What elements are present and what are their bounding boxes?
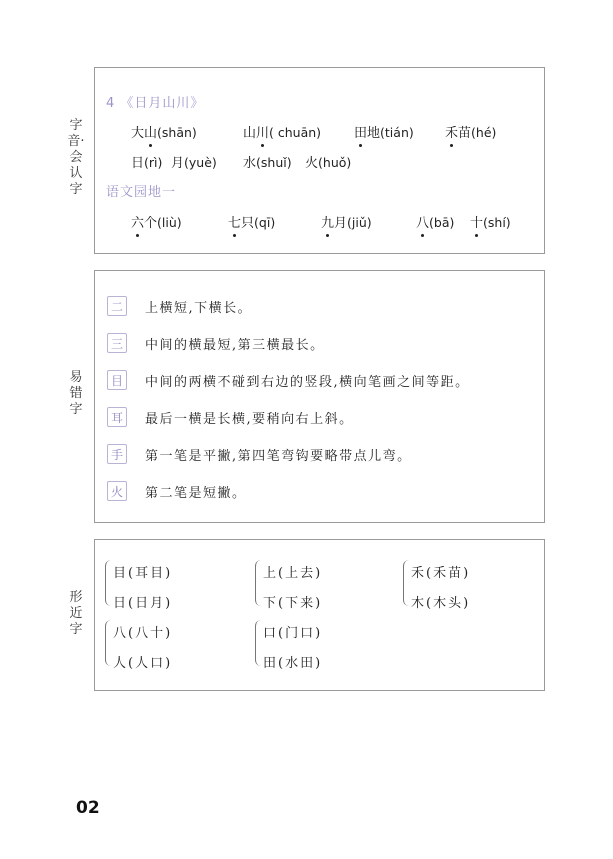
brace-icon bbox=[105, 560, 111, 606]
hanzi: 苗 bbox=[458, 126, 472, 141]
side-label-similar: 形近字 bbox=[69, 590, 83, 637]
error-prone-note: 最后一横是长横,要稍向右上斜。 bbox=[145, 411, 354, 427]
hanzi: 八 bbox=[416, 216, 430, 231]
pinyin-word bbox=[354, 122, 414, 141]
pinyin-word bbox=[470, 212, 511, 231]
similar-char-pair bbox=[255, 558, 385, 610]
pinyin-word bbox=[416, 212, 454, 231]
similar-char-bottom: 日(日月) bbox=[113, 596, 173, 611]
pinyin: (hé) bbox=[471, 125, 497, 140]
hanzi: 六 bbox=[131, 216, 145, 231]
side-label-pronunciation: 字音·会认字 bbox=[67, 118, 85, 197]
similar-char-top: 目(耳目) bbox=[113, 566, 173, 581]
pronunciation-box bbox=[94, 67, 545, 254]
similar-char-top: 禾(禾苗) bbox=[411, 566, 471, 581]
char-box: 二 bbox=[107, 296, 127, 316]
pinyin: (shí) bbox=[483, 215, 511, 230]
pinyin: (yuè) bbox=[184, 155, 217, 170]
similar-chars-box bbox=[94, 539, 545, 691]
hanzi: 只 bbox=[241, 216, 255, 231]
char-box: 手 bbox=[107, 444, 127, 464]
similar-char-top: 八(八十) bbox=[113, 626, 173, 641]
error-prone-item bbox=[107, 443, 412, 465]
error-prone-note: 第二笔是短撇。 bbox=[145, 485, 247, 501]
char-box: 目 bbox=[107, 370, 127, 390]
pinyin-word bbox=[131, 152, 162, 171]
pinyin-word bbox=[243, 152, 292, 171]
similar-char-top: 口(门口) bbox=[263, 626, 323, 641]
similar-char-pair bbox=[105, 558, 235, 610]
pinyin-word bbox=[445, 122, 496, 141]
lesson-heading: 4 《日月山川》 bbox=[106, 96, 205, 111]
hanzi: 川 bbox=[256, 126, 270, 141]
pinyin-word bbox=[305, 152, 351, 171]
error-prone-note: 第一笔是平撇,第四笔弯钩要略带点儿弯。 bbox=[145, 448, 412, 464]
error-prone-note: 中间的两横不碰到右边的竖段,横向笔画之间等距。 bbox=[145, 374, 470, 390]
brace-icon bbox=[255, 620, 261, 666]
hanzi: 大 bbox=[131, 126, 145, 141]
error-prone-item bbox=[107, 480, 247, 502]
hanzi: 山 bbox=[243, 126, 257, 141]
char-box: 火 bbox=[107, 481, 127, 501]
hanzi: 禾 bbox=[445, 126, 459, 141]
page-number: 02 bbox=[76, 798, 100, 818]
char-box: 耳 bbox=[107, 407, 127, 427]
pinyin: (tián) bbox=[380, 125, 414, 140]
pinyin: (bā) bbox=[429, 215, 455, 230]
hanzi: 田 bbox=[354, 126, 368, 141]
error-prone-item bbox=[107, 406, 354, 428]
hanzi: 七 bbox=[228, 216, 242, 231]
pinyin: ( chuān) bbox=[269, 125, 322, 140]
similar-char-pair bbox=[403, 558, 533, 610]
error-prone-item bbox=[107, 369, 470, 391]
hanzi: 月 bbox=[334, 216, 348, 231]
hanzi: 十 bbox=[470, 216, 484, 231]
similar-char-top: 上(上去) bbox=[263, 566, 323, 581]
pinyin-word bbox=[131, 122, 197, 141]
pinyin-word bbox=[131, 212, 182, 231]
hanzi: 个 bbox=[144, 216, 158, 231]
pinyin: (shuǐ) bbox=[256, 155, 292, 170]
error-prone-note: 上横短,下横长。 bbox=[145, 300, 253, 316]
error-prone-item bbox=[107, 332, 325, 354]
similar-char-bottom: 田(水田) bbox=[263, 656, 323, 671]
similar-char-pair bbox=[105, 618, 235, 670]
brace-icon bbox=[255, 560, 261, 606]
hanzi: 月 bbox=[171, 156, 185, 171]
hanzi: 水 bbox=[243, 156, 257, 171]
error-prone-note: 中间的横最短,第三横最长。 bbox=[145, 337, 325, 353]
hanzi: 九 bbox=[321, 216, 335, 231]
pinyin-word bbox=[228, 212, 275, 231]
similar-char-bottom: 木(木头) bbox=[411, 596, 471, 611]
error-prone-item bbox=[107, 295, 252, 317]
pinyin: (huǒ) bbox=[318, 155, 352, 170]
brace-icon bbox=[105, 620, 111, 666]
similar-char-bottom: 下(下来) bbox=[263, 596, 323, 611]
pinyin: (qī) bbox=[254, 215, 276, 230]
pinyin: (shān) bbox=[157, 125, 197, 140]
garden-heading: 语文园地一 bbox=[106, 185, 177, 200]
similar-char-pair bbox=[255, 618, 385, 670]
similar-char-bottom: 人(人口) bbox=[113, 656, 173, 671]
pinyin: (jiǔ) bbox=[347, 215, 372, 230]
char-box: 三 bbox=[107, 333, 127, 353]
pinyin-word bbox=[321, 212, 372, 231]
pinyin: (liù) bbox=[157, 215, 182, 230]
hanzi: 山 bbox=[144, 126, 158, 141]
brace-icon bbox=[403, 560, 409, 606]
hanzi: 地 bbox=[367, 126, 381, 141]
hanzi: 日 bbox=[131, 156, 145, 171]
pinyin-word bbox=[171, 152, 217, 171]
side-label-error-prone: 易错字 bbox=[69, 370, 83, 417]
pinyin: (rì) bbox=[144, 155, 163, 170]
pinyin-word bbox=[243, 122, 321, 141]
hanzi: 火 bbox=[305, 156, 319, 171]
error-prone-box bbox=[94, 270, 545, 523]
